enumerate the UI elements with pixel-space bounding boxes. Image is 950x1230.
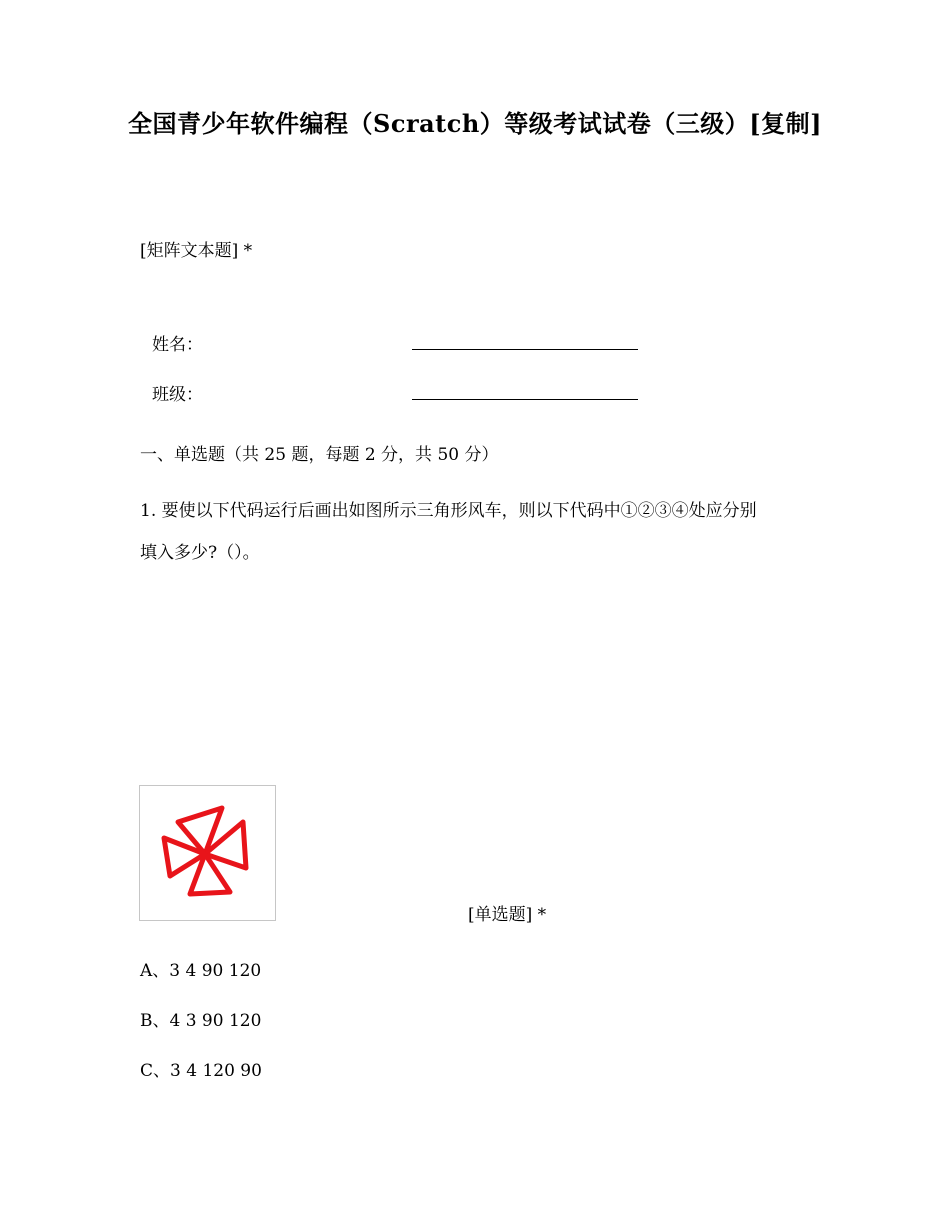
question-text-line1: 1. 要使以下代码运行后画出如图所示三角形风车，则以下代码中①②③④处应分别 [140,501,757,521]
option-c[interactable]: C、3 4 120 90 [140,1061,262,1081]
option-a[interactable]: A、3 4 90 120 [140,961,262,981]
question-type-label: [单选题] * [468,905,547,925]
class-field-input[interactable] [412,399,638,400]
red-triangle-windmill-icon [140,786,275,920]
matrix-question-label: [矩阵文本题] * [140,241,253,261]
windmill-image [139,785,276,921]
section-heading: 一、单选题（共 25 题，每题 2 分，共 50 分） [140,445,499,465]
question-text-line2: 填入多少?（）。 [140,543,260,563]
document-title: 全国青少年软件编程（Scratch）等级考试试卷（三级）[复制] [128,109,822,138]
option-b[interactable]: B、4 3 90 120 [140,1011,262,1031]
class-field-label: 班级： [152,385,203,405]
name-field-input[interactable] [412,349,638,350]
name-field-label: 姓名： [152,335,203,355]
